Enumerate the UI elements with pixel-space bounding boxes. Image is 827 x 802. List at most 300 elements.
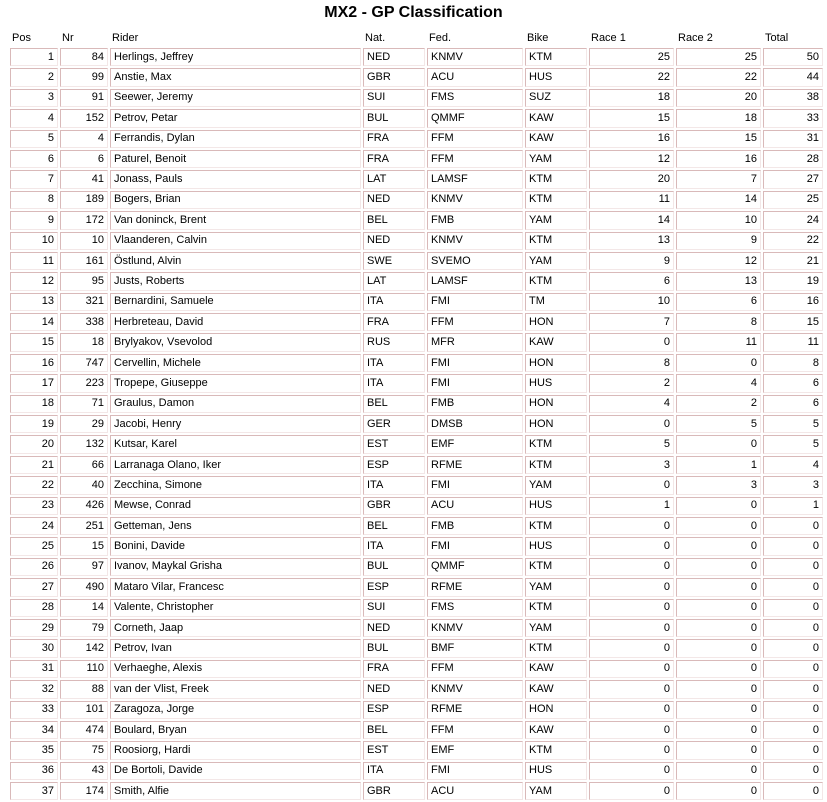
table-row [10, 191, 823, 209]
cell-fed: KNMV [427, 619, 523, 637]
cell-total: 27 [763, 170, 823, 188]
table-row [10, 170, 823, 188]
cell-total: 21 [763, 252, 823, 270]
cell-fed: FMI [427, 293, 523, 311]
cell-pos: 13 [10, 293, 58, 311]
header-rider: Rider [112, 32, 139, 44]
cell-nr: 91 [60, 89, 108, 107]
cell-bike: KTM [525, 639, 587, 657]
cell-fed: ACU [427, 782, 523, 800]
cell-bike: SUZ [525, 89, 587, 107]
cell-total: 0 [763, 680, 823, 698]
cell-pos: 7 [10, 170, 58, 188]
header-nr: Nr [62, 32, 74, 44]
cell-bike: KAW [525, 721, 587, 739]
cell-total: 50 [763, 48, 823, 66]
table-row [10, 456, 823, 474]
table-row [10, 741, 823, 759]
table-row [10, 374, 823, 392]
cell-total: 33 [763, 109, 823, 127]
cell-rider: Brylyakov, Vsevolod [110, 333, 361, 351]
table-row [10, 782, 823, 800]
cell-race2: 0 [676, 537, 761, 555]
cell-fed: DMSB [427, 415, 523, 433]
table-row [10, 354, 823, 372]
cell-pos: 32 [10, 680, 58, 698]
cell-nr: 110 [60, 660, 108, 678]
cell-fed: SVEMO [427, 252, 523, 270]
cell-fed: EMF [427, 741, 523, 759]
cell-total: 6 [763, 395, 823, 413]
cell-race1: 12 [589, 150, 674, 168]
table-row [10, 232, 823, 250]
cell-bike: HUS [525, 537, 587, 555]
table-row [10, 517, 823, 535]
table-row [10, 537, 823, 555]
cell-race1: 0 [589, 782, 674, 800]
table-row [10, 721, 823, 739]
table-row [10, 211, 823, 229]
cell-nat: GBR [363, 497, 425, 515]
cell-nat: SUI [363, 89, 425, 107]
cell-pos: 30 [10, 639, 58, 657]
cell-pos: 22 [10, 476, 58, 494]
cell-race1: 8 [589, 354, 674, 372]
cell-bike: KTM [525, 170, 587, 188]
cell-rider: Seewer, Jeremy [110, 89, 361, 107]
cell-fed: QMMF [427, 558, 523, 576]
table-row [10, 272, 823, 290]
cell-race2: 5 [676, 415, 761, 433]
cell-nr: 251 [60, 517, 108, 535]
cell-race2: 9 [676, 232, 761, 250]
cell-bike: YAM [525, 150, 587, 168]
cell-bike: YAM [525, 252, 587, 270]
cell-total: 5 [763, 435, 823, 453]
cell-nat: BEL [363, 517, 425, 535]
cell-race1: 0 [589, 333, 674, 351]
cell-race1: 0 [589, 537, 674, 555]
page-title: MX2 - GP Classification [324, 4, 503, 21]
cell-total: 0 [763, 721, 823, 739]
cell-bike: HON [525, 354, 587, 372]
cell-rider: Anstie, Max [110, 68, 361, 86]
cell-nat: ITA [363, 374, 425, 392]
cell-race1: 20 [589, 170, 674, 188]
cell-total: 0 [763, 578, 823, 596]
cell-fed: FFM [427, 130, 523, 148]
cell-race1: 9 [589, 252, 674, 270]
cell-bike: YAM [525, 619, 587, 637]
cell-nr: 101 [60, 701, 108, 719]
cell-bike: YAM [525, 211, 587, 229]
table-row [10, 109, 823, 127]
cell-total: 15 [763, 313, 823, 331]
cell-pos: 3 [10, 89, 58, 107]
cell-nat: NED [363, 48, 425, 66]
cell-total: 24 [763, 211, 823, 229]
cell-nat: ESP [363, 578, 425, 596]
cell-race1: 6 [589, 272, 674, 290]
cell-nr: 75 [60, 741, 108, 759]
cell-rider: Herbreteau, David [110, 313, 361, 331]
cell-nr: 97 [60, 558, 108, 576]
cell-nr: 161 [60, 252, 108, 270]
cell-race1: 11 [589, 191, 674, 209]
cell-nat: BEL [363, 211, 425, 229]
cell-fed: FMI [427, 354, 523, 372]
table-row [10, 395, 823, 413]
cell-nr: 66 [60, 456, 108, 474]
cell-bike: KTM [525, 48, 587, 66]
cell-nr: 223 [60, 374, 108, 392]
cell-total: 8 [763, 354, 823, 372]
cell-nat: BUL [363, 109, 425, 127]
cell-total: 0 [763, 741, 823, 759]
cell-rider: Bogers, Brian [110, 191, 361, 209]
cell-rider: Ivanov, Maykal Grisha [110, 558, 361, 576]
cell-total: 25 [763, 191, 823, 209]
table-body [10, 48, 823, 800]
cell-bike: HON [525, 313, 587, 331]
cell-fed: FMS [427, 89, 523, 107]
cell-fed: ACU [427, 497, 523, 515]
cell-pos: 5 [10, 130, 58, 148]
cell-nat: NED [363, 680, 425, 698]
cell-nr: 88 [60, 680, 108, 698]
cell-bike: KTM [525, 435, 587, 453]
cell-pos: 31 [10, 660, 58, 678]
cell-nr: 747 [60, 354, 108, 372]
cell-rider: Jacobi, Henry [110, 415, 361, 433]
cell-race1: 15 [589, 109, 674, 127]
cell-bike: HON [525, 415, 587, 433]
table-row [10, 435, 823, 453]
cell-fed: LAMSF [427, 272, 523, 290]
header-total: Total [765, 32, 789, 44]
cell-nat: EST [363, 435, 425, 453]
cell-total: 4 [763, 456, 823, 474]
cell-race1: 0 [589, 701, 674, 719]
cell-fed: BMF [427, 639, 523, 657]
header-bike: Bike [527, 32, 549, 44]
cell-race2: 0 [676, 517, 761, 535]
table-row [10, 130, 823, 148]
cell-race2: 0 [676, 435, 761, 453]
classification-table [8, 28, 825, 802]
table-row [10, 68, 823, 86]
table-row [10, 701, 823, 719]
cell-nr: 41 [60, 170, 108, 188]
cell-nat: ITA [363, 476, 425, 494]
cell-race1: 5 [589, 435, 674, 453]
cell-rider: Bernardini, Samuele [110, 293, 361, 311]
cell-race2: 4 [676, 374, 761, 392]
cell-nat: SWE [363, 252, 425, 270]
cell-total: 6 [763, 374, 823, 392]
cell-race1: 13 [589, 232, 674, 250]
cell-bike: KTM [525, 517, 587, 535]
cell-race1: 14 [589, 211, 674, 229]
cell-race1: 0 [589, 578, 674, 596]
cell-fed: KNMV [427, 191, 523, 209]
cell-rider: Mataro Vilar, Francesc [110, 578, 361, 596]
cell-rider: Verhaeghe, Alexis [110, 660, 361, 678]
cell-race1: 10 [589, 293, 674, 311]
cell-fed: KNMV [427, 232, 523, 250]
cell-pos: 28 [10, 599, 58, 617]
cell-fed: LAMSF [427, 170, 523, 188]
cell-nr: 14 [60, 599, 108, 617]
cell-total: 0 [763, 782, 823, 800]
cell-pos: 19 [10, 415, 58, 433]
cell-pos: 33 [10, 701, 58, 719]
cell-nr: 84 [60, 48, 108, 66]
table-row [10, 89, 823, 107]
cell-race2: 18 [676, 109, 761, 127]
cell-nr: 174 [60, 782, 108, 800]
cell-nat: BUL [363, 639, 425, 657]
cell-bike: HON [525, 701, 587, 719]
cell-pos: 4 [10, 109, 58, 127]
cell-total: 31 [763, 130, 823, 148]
cell-nr: 142 [60, 639, 108, 657]
table-row [10, 660, 823, 678]
cell-rider: Cervellin, Michele [110, 354, 361, 372]
cell-race2: 3 [676, 476, 761, 494]
cell-bike: KAW [525, 680, 587, 698]
table-row [10, 415, 823, 433]
cell-rider: Corneth, Jaap [110, 619, 361, 637]
cell-total: 0 [763, 517, 823, 535]
cell-race1: 0 [589, 660, 674, 678]
cell-race2: 11 [676, 333, 761, 351]
cell-pos: 10 [10, 232, 58, 250]
cell-pos: 14 [10, 313, 58, 331]
cell-bike: HON [525, 395, 587, 413]
cell-total: 0 [763, 639, 823, 657]
cell-nat: GER [363, 415, 425, 433]
table-row [10, 639, 823, 657]
cell-total: 22 [763, 232, 823, 250]
cell-nr: 321 [60, 293, 108, 311]
cell-race1: 0 [589, 599, 674, 617]
cell-nr: 79 [60, 619, 108, 637]
cell-nat: EST [363, 741, 425, 759]
cell-rider: Graulus, Damon [110, 395, 361, 413]
cell-bike: KAW [525, 130, 587, 148]
cell-fed: FFM [427, 150, 523, 168]
cell-rider: Petrov, Petar [110, 109, 361, 127]
cell-bike: KAW [525, 660, 587, 678]
cell-total: 44 [763, 68, 823, 86]
cell-nat: FRA [363, 150, 425, 168]
cell-fed: FMB [427, 211, 523, 229]
cell-bike: YAM [525, 476, 587, 494]
cell-total: 16 [763, 293, 823, 311]
header-fed: Fed. [429, 32, 452, 44]
cell-bike: HUS [525, 374, 587, 392]
cell-race1: 0 [589, 415, 674, 433]
table-row [10, 252, 823, 270]
cell-total: 0 [763, 660, 823, 678]
cell-rider: Kutsar, Karel [110, 435, 361, 453]
cell-nr: 132 [60, 435, 108, 453]
cell-bike: KTM [525, 741, 587, 759]
cell-bike: KAW [525, 109, 587, 127]
cell-rider: Larranaga Olano, Iker [110, 456, 361, 474]
cell-nat: BUL [363, 558, 425, 576]
cell-race1: 0 [589, 558, 674, 576]
cell-race2: 0 [676, 680, 761, 698]
cell-race1: 0 [589, 517, 674, 535]
cell-race1: 18 [589, 89, 674, 107]
cell-rider: Östlund, Alvin [110, 252, 361, 270]
cell-fed: KNMV [427, 680, 523, 698]
cell-nat: BEL [363, 721, 425, 739]
cell-nr: 172 [60, 211, 108, 229]
cell-bike: HUS [525, 762, 587, 780]
cell-fed: RFME [427, 578, 523, 596]
table-row [10, 599, 823, 617]
cell-pos: 1 [10, 48, 58, 66]
cell-fed: QMMF [427, 109, 523, 127]
cell-nat: GBR [363, 782, 425, 800]
cell-fed: FMI [427, 537, 523, 555]
cell-nr: 10 [60, 232, 108, 250]
cell-nat: BEL [363, 395, 425, 413]
cell-bike: KTM [525, 456, 587, 474]
cell-nr: 43 [60, 762, 108, 780]
cell-race1: 3 [589, 456, 674, 474]
cell-pos: 8 [10, 191, 58, 209]
cell-fed: RFME [427, 456, 523, 474]
table-row [10, 619, 823, 637]
cell-race2: 0 [676, 762, 761, 780]
cell-nr: 18 [60, 333, 108, 351]
cell-pos: 34 [10, 721, 58, 739]
cell-total: 5 [763, 415, 823, 433]
table-row [10, 293, 823, 311]
cell-pos: 27 [10, 578, 58, 596]
cell-fed: KNMV [427, 48, 523, 66]
cell-nat: NED [363, 191, 425, 209]
cell-race2: 0 [676, 497, 761, 515]
table-row [10, 476, 823, 494]
cell-fed: FMI [427, 476, 523, 494]
cell-pos: 18 [10, 395, 58, 413]
cell-total: 0 [763, 558, 823, 576]
cell-pos: 11 [10, 252, 58, 270]
cell-rider: Van doninck, Brent [110, 211, 361, 229]
cell-nr: 29 [60, 415, 108, 433]
cell-rider: Zaragoza, Jorge [110, 701, 361, 719]
cell-pos: 21 [10, 456, 58, 474]
cell-total: 19 [763, 272, 823, 290]
cell-fed: FFM [427, 313, 523, 331]
cell-nr: 490 [60, 578, 108, 596]
cell-nat: FRA [363, 313, 425, 331]
cell-race1: 0 [589, 639, 674, 657]
cell-race2: 0 [676, 660, 761, 678]
cell-race1: 0 [589, 476, 674, 494]
header-pos: Pos [12, 32, 31, 44]
cell-race1: 0 [589, 741, 674, 759]
cell-bike: KTM [525, 272, 587, 290]
table-row [10, 333, 823, 351]
cell-nat: ITA [363, 354, 425, 372]
cell-bike: HUS [525, 68, 587, 86]
header-nat: Nat. [365, 32, 386, 44]
cell-pos: 20 [10, 435, 58, 453]
cell-fed: FMS [427, 599, 523, 617]
cell-pos: 17 [10, 374, 58, 392]
header-race2: Race 2 [678, 32, 713, 44]
cell-nr: 338 [60, 313, 108, 331]
cell-total: 0 [763, 599, 823, 617]
cell-rider: Jonass, Pauls [110, 170, 361, 188]
table-row [10, 150, 823, 168]
cell-race1: 7 [589, 313, 674, 331]
cell-bike: KTM [525, 232, 587, 250]
cell-rider: Getteman, Jens [110, 517, 361, 535]
cell-rider: Petrov, Ivan [110, 639, 361, 657]
cell-race2: 6 [676, 293, 761, 311]
cell-race1: 22 [589, 68, 674, 86]
cell-pos: 23 [10, 497, 58, 515]
cell-nr: 6 [60, 150, 108, 168]
table-row [10, 762, 823, 780]
cell-nat: ITA [363, 537, 425, 555]
cell-rider: Herlings, Jeffrey [110, 48, 361, 66]
cell-bike: KTM [525, 558, 587, 576]
cell-bike: KTM [525, 191, 587, 209]
cell-nat: ESP [363, 701, 425, 719]
cell-rider: Boulard, Bryan [110, 721, 361, 739]
cell-race2: 0 [676, 354, 761, 372]
cell-fed: RFME [427, 701, 523, 719]
cell-bike: HUS [525, 497, 587, 515]
cell-fed: EMF [427, 435, 523, 453]
cell-race2: 14 [676, 191, 761, 209]
cell-race2: 13 [676, 272, 761, 290]
cell-race2: 2 [676, 395, 761, 413]
cell-nat: FRA [363, 130, 425, 148]
cell-rider: Ferrandis, Dylan [110, 130, 361, 148]
cell-nat: NED [363, 232, 425, 250]
cell-rider: Mewse, Conrad [110, 497, 361, 515]
cell-rider: Paturel, Benoit [110, 150, 361, 168]
cell-nr: 71 [60, 395, 108, 413]
cell-nat: ITA [363, 762, 425, 780]
cell-rider: Roosiorg, Hardi [110, 741, 361, 759]
cell-race2: 0 [676, 599, 761, 617]
cell-rider: Justs, Roberts [110, 272, 361, 290]
cell-nat: LAT [363, 170, 425, 188]
cell-pos: 35 [10, 741, 58, 759]
cell-pos: 25 [10, 537, 58, 555]
cell-race2: 7 [676, 170, 761, 188]
table-row [10, 313, 823, 331]
cell-race2: 0 [676, 701, 761, 719]
cell-race1: 4 [589, 395, 674, 413]
cell-nat: GBR [363, 68, 425, 86]
cell-nat: SUI [363, 599, 425, 617]
cell-bike: KAW [525, 333, 587, 351]
cell-race2: 16 [676, 150, 761, 168]
table-row [10, 48, 823, 66]
cell-nr: 15 [60, 537, 108, 555]
